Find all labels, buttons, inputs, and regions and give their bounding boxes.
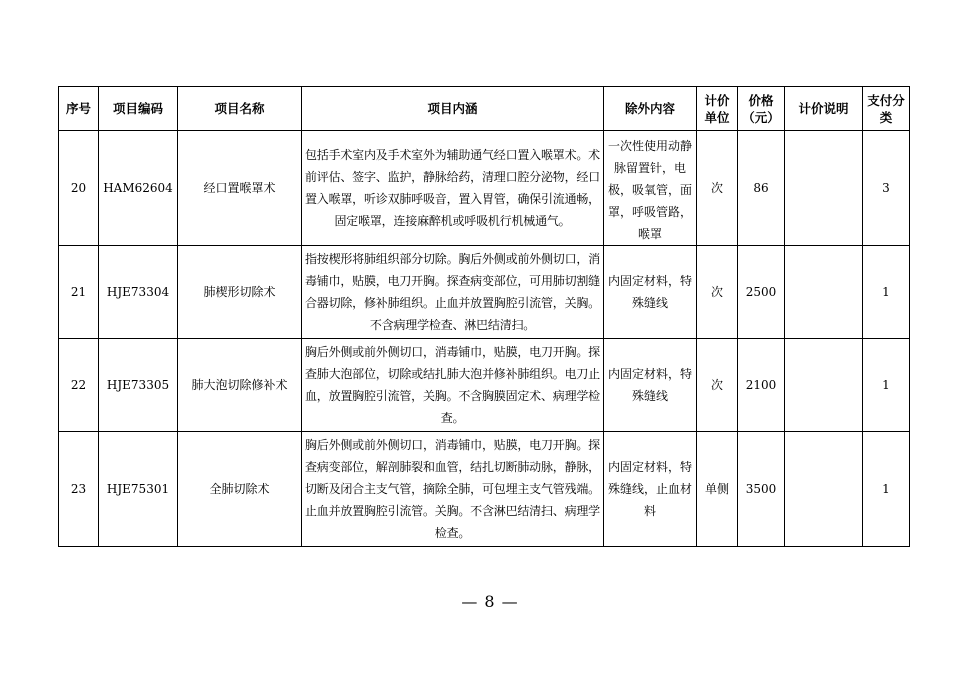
cell-excluded: 内固定材料，特殊缝线，止血材料 [604,432,697,547]
cell-unit: 次 [697,339,738,432]
header-excluded: 除外内容 [604,87,697,131]
cell-category: 1 [863,246,910,339]
cell-price: 2500 [738,246,785,339]
header-code: 项目编码 [99,87,178,131]
cell-content: 包括手术室内及手术室外为辅助通气经口置入喉罩术。术前评估、签字、监护，静脉给药，清理口腔分泌物，经口置入喉罩，听诊双肺呼吸音，置入胃管，确保引流通畅，固定喉罩，连接麻醉机或呼吸机行机械通气。 [302,131,604,246]
cell-unit: 次 [697,131,738,246]
cell-name: 经口置喉罩术 [178,131,302,246]
cell-content: 胸后外侧或前外侧切口，消毒铺巾，贴膜，电刀开胸。探查肺大泡部位，切除或结扎肺大泡并修补肺组织。电刀止血，放置胸腔引流管，关胸。不含胸膜固定术、病理学检查。 [302,339,604,432]
table-row [59,339,910,432]
cell-content: 胸后外侧或前外侧切口，消毒铺巾，贴膜，电刀开胸。探查病变部位，解剖肺裂和血管，结扎切断肺动脉，静脉，切断及闭合主支气管，摘除全肺，可包埋主支气管残端。止血并放置胸腔引流管。关胸。不含淋巴结清扫、病理学检查。 [302,432,604,547]
header-note: 计价说明 [785,87,863,131]
cell-code: HJE73305 [99,339,178,432]
cell-no: 22 [59,339,99,432]
cell-excluded: 内固定材料，特殊缝线 [604,246,697,339]
table-header-row [59,87,910,131]
cell-content: 指按楔形将肺组织部分切除。胸后外侧或前外侧切口，消毒铺巾，贴膜，电刀开胸。探查病变部位，可用肺切割缝合器切除，修补肺组织。止血并放置胸腔引流管，关胸。不含病理学检查、淋巴结清扫。 [302,246,604,339]
header-category: 支付分类 [863,87,910,131]
cell-excluded: 内固定材料，特殊缝线 [604,339,697,432]
cell-name: 全肺切除术 [178,432,302,547]
cell-unit: 单侧 [697,432,738,547]
cell-category: 1 [863,432,910,547]
medical-fee-table [58,86,910,547]
header-content: 项目内涵 [302,87,604,131]
header-name: 项目名称 [178,87,302,131]
cell-category: 1 [863,339,910,432]
cell-code: HJE73304 [99,246,178,339]
table-row [59,432,910,547]
cell-code: HAM62604 [99,131,178,246]
page-number: — 8 — [461,592,519,611]
cell-price: 2100 [738,339,785,432]
cell-note [785,339,863,432]
cell-note [785,246,863,339]
table-row [59,131,910,246]
table-row [59,246,910,339]
header-price: 价格（元） [738,87,785,131]
cell-unit: 次 [697,246,738,339]
cell-no: 21 [59,246,99,339]
cell-excluded: 一次性使用动静脉留置针，电极，吸氧管，面罩，呼吸管路，喉罩 [604,131,697,246]
cell-no: 20 [59,131,99,246]
header-no: 序号 [59,87,99,131]
cell-category: 3 [863,131,910,246]
header-unit: 计价单位 [697,87,738,131]
cell-price: 86 [738,131,785,246]
cell-note [785,432,863,547]
cell-name: 肺楔形切除术 [178,246,302,339]
cell-no: 23 [59,432,99,547]
cell-name: 肺大泡切除修补术 [178,339,302,432]
cell-note [785,131,863,246]
cell-price: 3500 [738,432,785,547]
cell-code: HJE75301 [99,432,178,547]
